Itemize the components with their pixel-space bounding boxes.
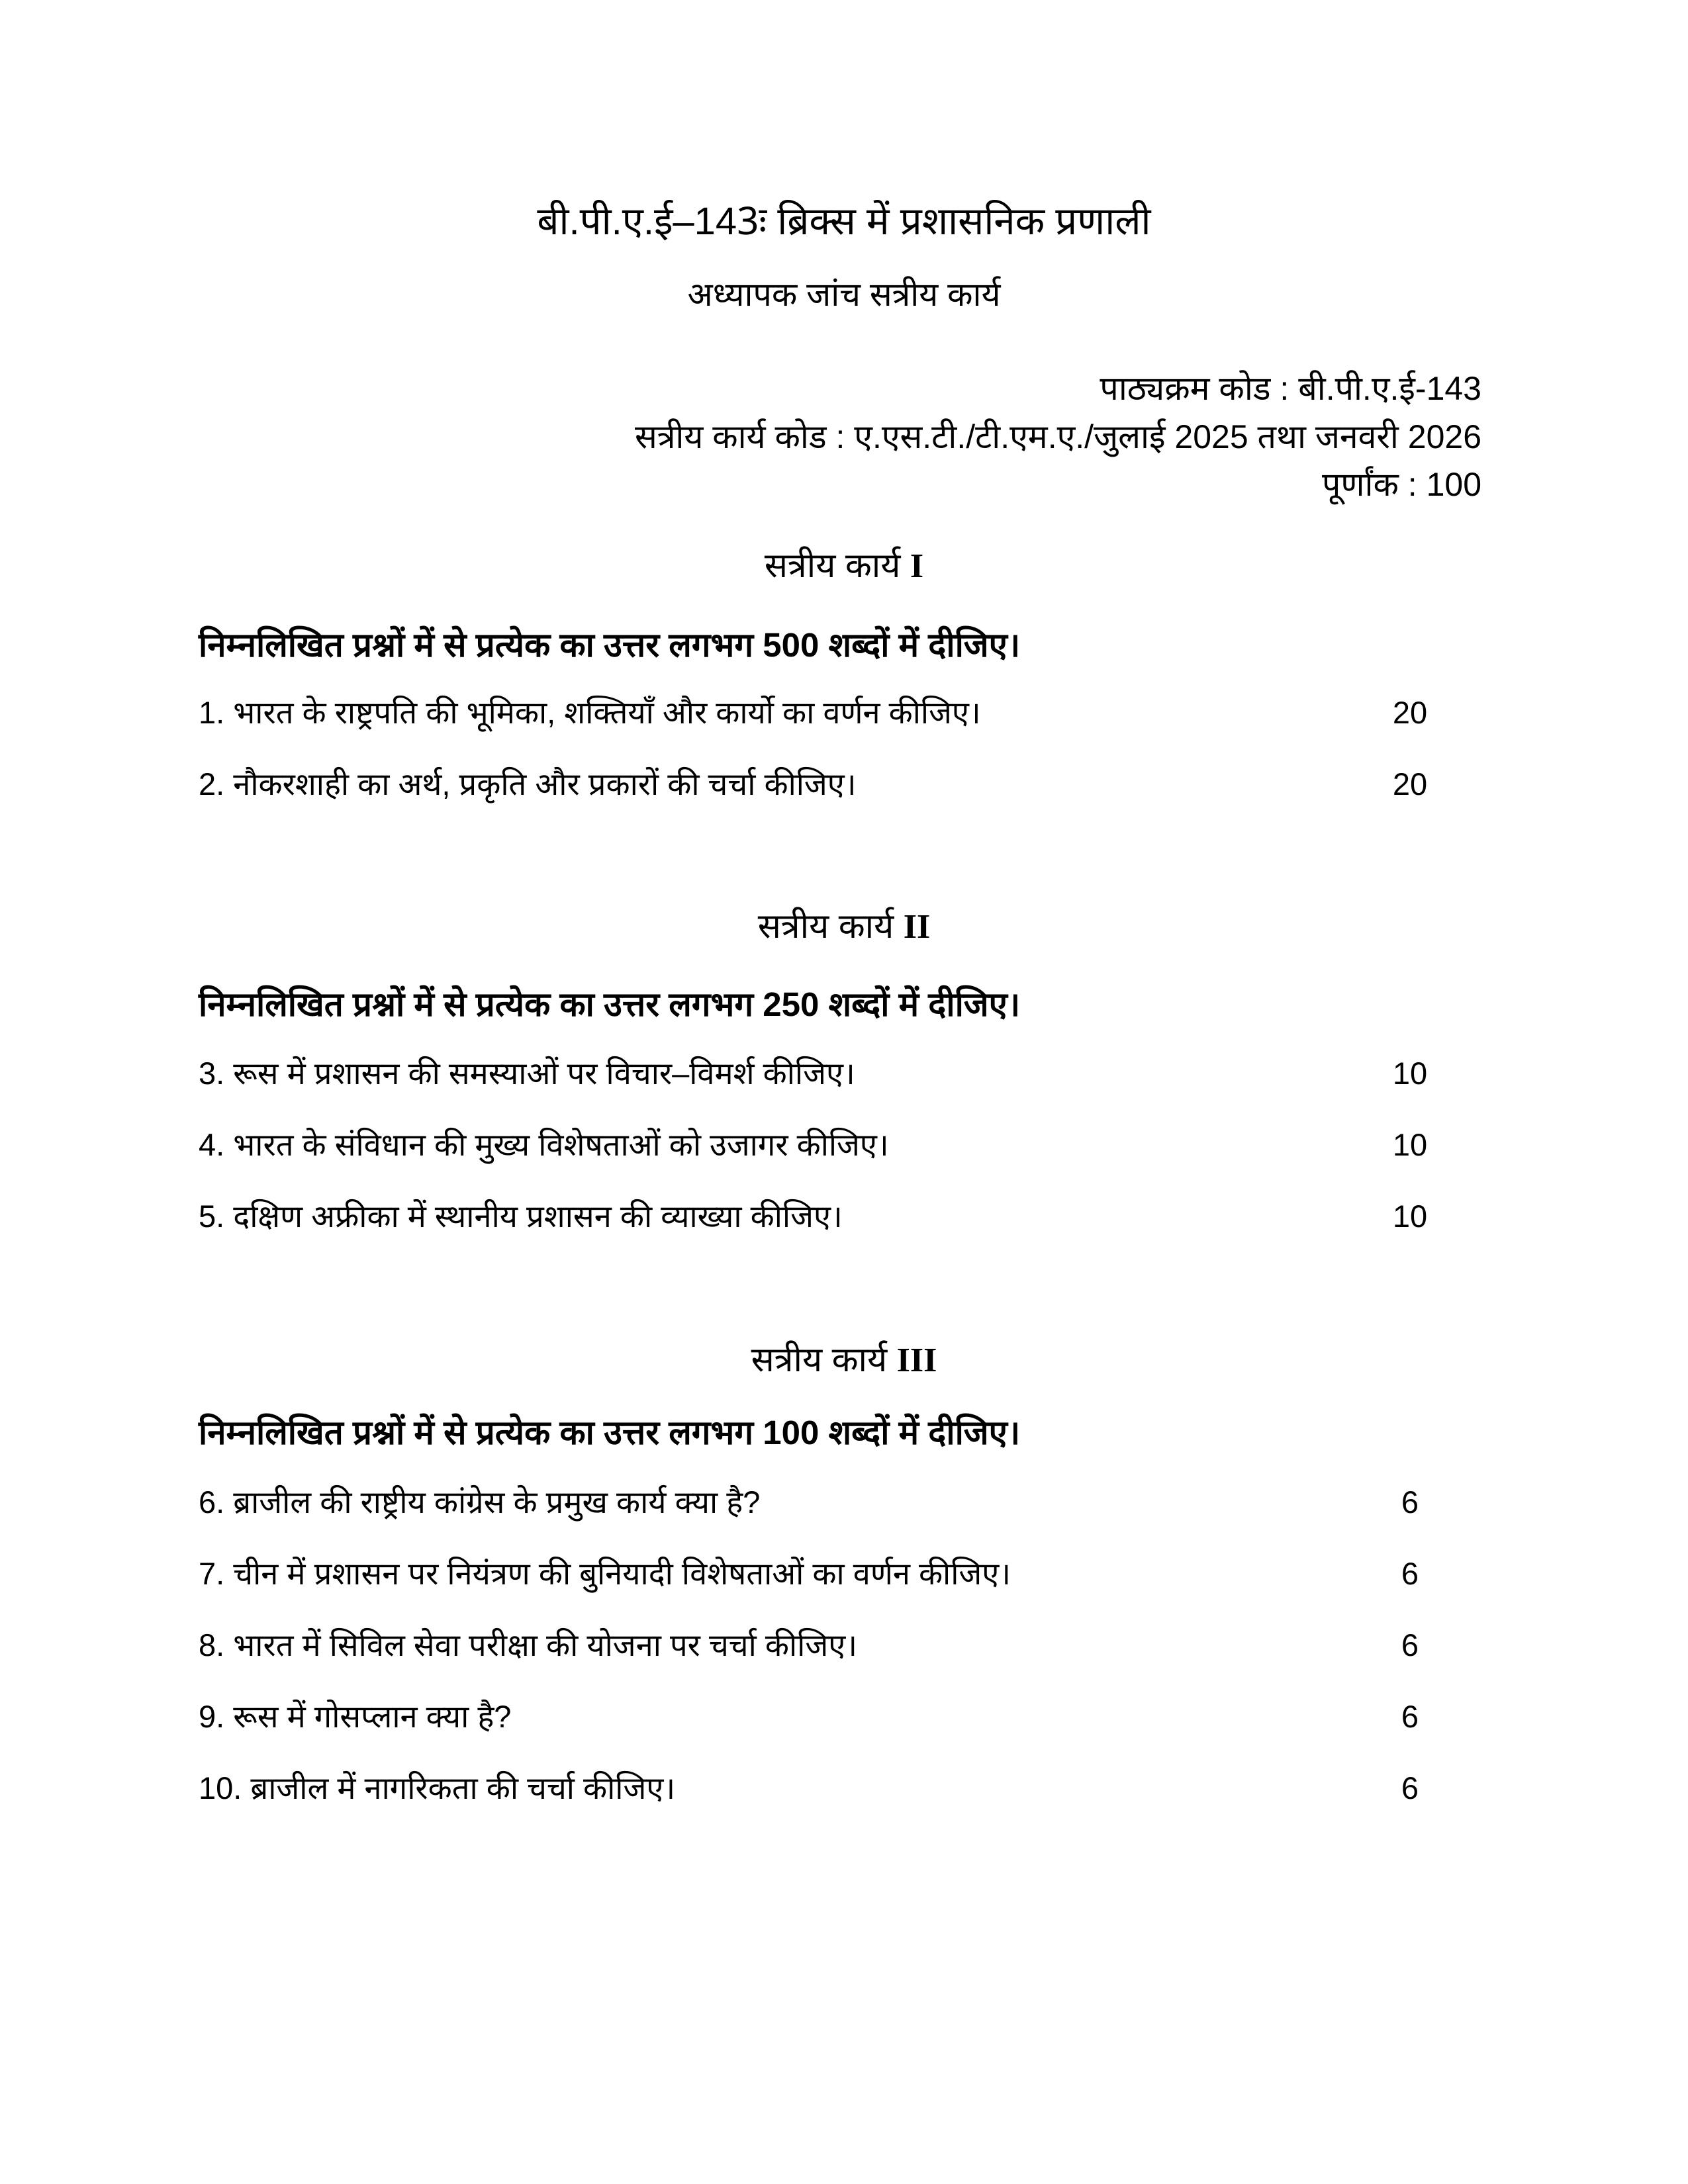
section-title-3 [0,1334,1688,1387]
section-title-text: सत्रीय कार्य [757,907,894,946]
question-6: 6. ब्राजील की राष्ट्रीय कांग्रेस के प्रमुख कार्य क्या है? [199,1484,761,1520]
max-marks: पूर्णांक : 100 [1322,466,1481,503]
question-4-marks: 10 [1392,1127,1428,1162]
question-9-marks: 6 [1401,1699,1419,1734]
question-5-marks: 10 [1392,1199,1428,1234]
question-8-marks: 6 [1401,1627,1419,1662]
section-title-2 [0,900,1688,954]
question-7-marks: 6 [1401,1556,1419,1591]
section-title-1 [0,539,1688,593]
question-1-marks: 20 [1392,695,1428,730]
question-10-marks: 6 [1401,1770,1419,1805]
section-roman-numeral: II [903,908,931,946]
question-3-marks: 10 [1392,1056,1428,1091]
section-3-instruction: निम्नलिखित प्रश्नों में से प्रत्येक का उत्तर लगभग 100 शब्दों में दीजिए। [199,1414,1021,1451]
question-1: 1. भारत के राष्ट्रपति की भूमिका, शक्तियाँ और कार्यो का वर्णन कीजिए। [199,695,981,730]
document-subtitle: अध्यापक जांच सत्रीय कार्य [687,276,1001,313]
section-roman-numeral: III [896,1342,937,1379]
course-code: पाठ्यक्रम कोड : बी.पी.ए.ई-143 [1100,370,1481,407]
document-title: बी.पी.ए.ई–143ः ब्रिक्स में प्रशासनिक प्रणाली [537,200,1151,243]
section-title-text: सत्रीय कार्य [751,1341,888,1379]
question-9: 9. रूस में गोसप्लान क्या है? [199,1699,512,1734]
question-3: 3. रूस में प्रशासन की समस्याओं पर विचार–विमर्श कीजिए। [199,1056,855,1091]
question-4: 4. भारत के संविधान की मुख्य विशेषताओं को उजागर कीजिए। [199,1127,889,1162]
question-10: 10. ब्राजील में नागरिकता की चर्चा कीजिए। [199,1770,676,1805]
question-2: 2. नौकरशाही का अर्थ, प्रकृति और प्रकारों की चर्चा कीजिए। [199,766,857,801]
question-8: 8. भारत में सिविल सेवा परीक्षा की योजना पर चर्चा कीजिए। [199,1627,858,1662]
section-2-instruction: निम्नलिखित प्रश्नों में से प्रत्येक का उत्तर लगभग 250 शब्दों में दीजिए। [199,985,1021,1023]
assignment-code: सत्रीय कार्य कोड : ए.एस.टी./टी.एम.ए./जुलाई 2025 तथा जनवरी 2026 [635,418,1481,455]
section-title-text: सत्रीय कार्य [764,547,901,585]
question-6-marks: 6 [1401,1484,1419,1520]
question-2-marks: 20 [1392,766,1428,801]
question-7: 7. चीन में प्रशासन पर नियंत्रण की बुनियादी विशेषताओं का वर्णन कीजिए। [199,1556,1011,1591]
section-1-instruction: निम्नलिखित प्रश्नों में से प्रत्येक का उत्तर लगभग 500 शब्दों में दीजिए। [199,626,1021,664]
section-roman-numeral: I [910,547,924,585]
question-5: 5. दक्षिण अफ्रीका में स्थानीय प्रशासन की व्याख्या कीजिए। [199,1199,843,1234]
